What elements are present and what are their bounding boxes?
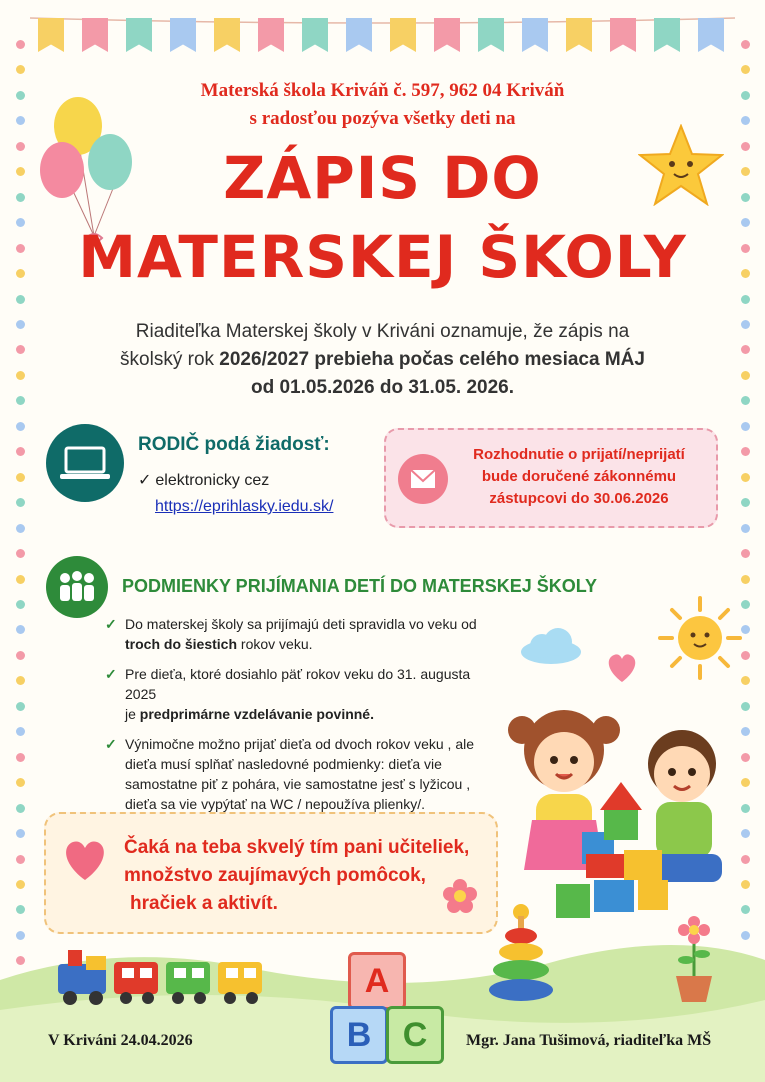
children-icon <box>46 556 108 618</box>
border-dot <box>741 447 750 456</box>
bunting-flag <box>698 18 724 52</box>
bunting-flag <box>126 18 152 52</box>
application-item: ✓ elektronicky cez <box>138 472 270 489</box>
border-dot <box>16 40 25 49</box>
bunting-flag <box>82 18 108 52</box>
conditions-heading: PODMIENKY PRIJÍMANIA DETÍ DO MATERSKEJ ŠKOLY <box>122 576 598 596</box>
border-dot <box>16 447 25 456</box>
application-link[interactable]: https://eprihlasky.iedu.sk/ <box>155 498 334 515</box>
border-dot <box>16 727 25 736</box>
border-dot <box>741 422 750 431</box>
bunting-flag <box>170 18 196 52</box>
month: MÁJ <box>604 349 645 370</box>
border-dot <box>16 778 25 787</box>
page-title-line1: ZÁPIS DO <box>223 144 542 212</box>
invite-line1: Čaká na teba skvelý tím pani učiteliek, <box>124 837 470 858</box>
border-dot <box>16 575 25 584</box>
border-dot <box>16 524 25 533</box>
border-dot <box>16 829 25 838</box>
invite-line3: hračiek a aktivít. <box>130 893 278 914</box>
envelope-icon <box>398 454 448 504</box>
decision-line1: Rozhodnutie o prijatí/neprijatí <box>473 446 685 463</box>
announcement-line1: Riaditeľka Materskej školy v Kriváni oznamuje, že zápis na <box>135 321 630 342</box>
cloud <box>518 626 584 666</box>
kids-playing <box>504 690 750 926</box>
checkmark-icon: ✓ <box>105 736 117 752</box>
border-dot <box>16 549 25 558</box>
bunting-flag <box>522 18 548 52</box>
border-dot <box>16 625 25 634</box>
border-dot <box>741 65 750 74</box>
bunting-flag <box>302 18 328 52</box>
footer-signature: Mgr. Jana Tušimová, riaditeľka MŠ <box>466 1032 712 1049</box>
laptop-icon <box>46 424 124 502</box>
border-dot <box>16 422 25 431</box>
heart-decor <box>604 650 640 684</box>
invite-line2: množstvo zaujímavých pomôcok, <box>124 865 426 886</box>
page-title-line2: MATERSKEJ ŠKOLY <box>78 223 687 291</box>
border-dot <box>16 804 25 813</box>
ring-stacker <box>486 902 556 1006</box>
announcement-line2: školský rok 2026/2027 prebieha počas celého mesiaca MÁJ <box>120 349 645 370</box>
decision-box <box>384 428 718 528</box>
condition-item-3: ✓ Výnimočne možno prijať dieťa od dvoch rokov veku , ale dieťa musí splňať nasledovné podmienky: dieťa vie samostatne piť z pohára, vie samostatne jesť s lyžicou , dieťa sa vie vypýtať na WC / nepoužíva plienky/. <box>105 736 475 812</box>
border-dot <box>16 473 25 482</box>
border-dot <box>741 40 750 49</box>
border-dot <box>16 753 25 762</box>
condition-item-1: ✓ Do materskej školy sa prijímajú deti spravidla vo veku od troch do šiestich rokov veku. <box>105 616 477 652</box>
sun <box>656 594 744 682</box>
border-dot <box>741 524 750 533</box>
border-dot <box>16 65 25 74</box>
train <box>52 946 268 1008</box>
bunting-flag <box>258 18 284 52</box>
bunting-flag <box>478 18 504 52</box>
school-year: 2026/2027 <box>219 349 310 370</box>
heart-icon <box>60 836 110 882</box>
announcement-dates: od 01.05.2026 do 31.05. 2026. <box>250 377 514 398</box>
checkmark-icon: ✓ <box>138 472 152 489</box>
block-a: A <box>348 952 406 1010</box>
bunting-garland <box>30 0 735 58</box>
decision-line2: bude doručené zákonnému <box>481 468 677 485</box>
bunting-flag <box>390 18 416 52</box>
border-dot <box>16 295 25 304</box>
decision-line3: zástupcovi do 30.06.2026 <box>489 490 669 507</box>
bunting-flag <box>566 18 592 52</box>
border-dot <box>16 855 25 864</box>
invite-subtitle: s radosťou pozýva všetky deti na <box>249 108 516 129</box>
border-dot <box>741 498 750 507</box>
bunting-flag <box>38 18 64 52</box>
border-dot <box>16 498 25 507</box>
border-dot <box>741 295 750 304</box>
border-dot <box>741 549 750 558</box>
footer-date: V Kriváni 24.04.2026 <box>48 1032 193 1049</box>
block-b: B <box>330 1006 388 1064</box>
bunting-flag <box>610 18 636 52</box>
school-name: Materská škola Kriváň č. 597, 962 04 Kriváň <box>200 80 565 101</box>
border-dot <box>16 702 25 711</box>
application-heading: RODIČ podá žiadosť: <box>138 434 330 455</box>
border-dot <box>16 676 25 685</box>
border-dot <box>16 600 25 609</box>
border-dot <box>741 575 750 584</box>
checkmark-icon: ✓ <box>105 666 117 682</box>
condition-item-2: ✓ Pre dieťa, ktoré dosiahlo päť rokov veku do 31. augusta 2025 je predprimárne vzdelávanie povinné. <box>105 666 471 722</box>
bunting-flag <box>434 18 460 52</box>
checkmark-icon: ✓ <box>105 616 117 632</box>
block-c: C <box>386 1006 444 1064</box>
bunting-flag <box>654 18 680 52</box>
conditions-list <box>105 614 500 824</box>
border-dot <box>16 651 25 660</box>
border-dot <box>16 880 25 889</box>
bunting-flag <box>214 18 240 52</box>
bunting-flag <box>346 18 372 52</box>
flower-pot <box>666 910 722 1004</box>
border-dot <box>741 473 750 482</box>
